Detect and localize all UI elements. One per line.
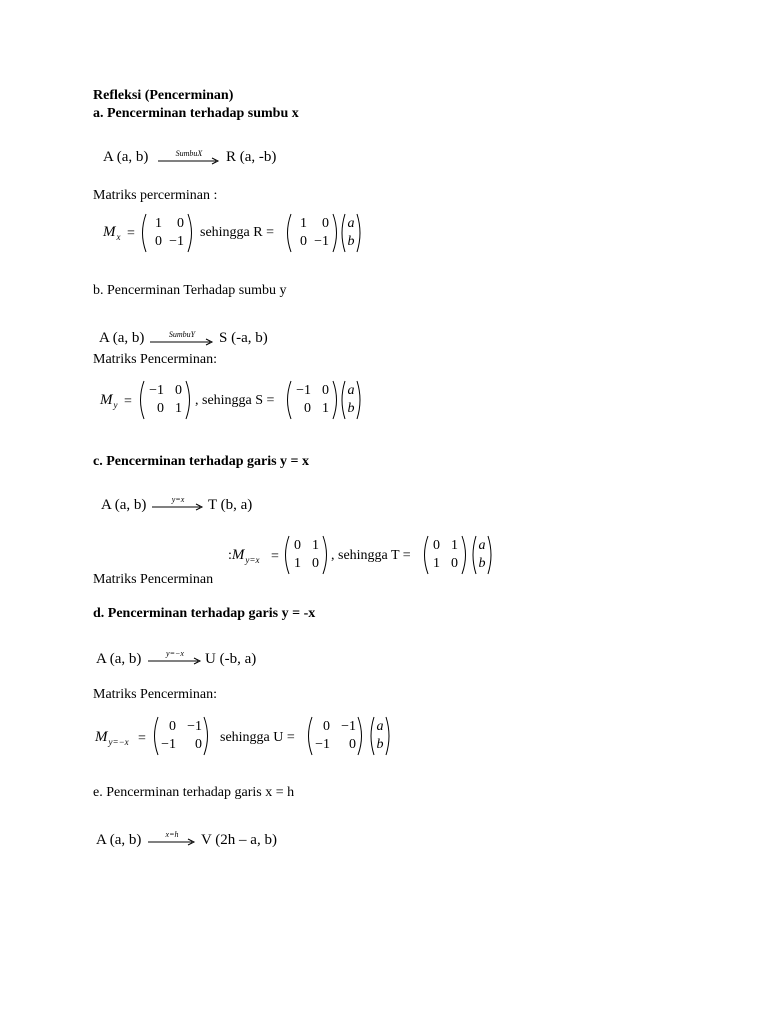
section-b-map-to: S (-a, b) xyxy=(219,330,268,346)
section-e-map-from: A (a, b) xyxy=(96,832,142,848)
section-d-matrix-caption: Matriks Pencerminan: xyxy=(93,687,218,702)
section-a-equals: = xyxy=(127,226,135,241)
section-e-arrow xyxy=(148,830,196,847)
section-b-equals: = xyxy=(124,394,132,409)
section-d-matrix: 0 −1 −1 0 xyxy=(150,716,212,756)
section-c-arrow xyxy=(152,495,204,512)
section-b-arrow-label: SumbuY xyxy=(168,330,196,339)
section-a-map-to: R (a, -b) xyxy=(226,149,277,165)
section-c-map-from: A (a, b) xyxy=(101,497,147,513)
section-b-matrix: −1 0 0 1 xyxy=(136,380,194,420)
section-a-connector: sehingga R = xyxy=(200,225,274,240)
section-d-heading: d. Pencerminan terhadap garis y = -x xyxy=(93,606,316,621)
section-b-matrix-caption: Matriks Pencerminan: xyxy=(93,352,218,367)
section-d-matrix-name: $M_{y=-x}$ xyxy=(95,729,129,747)
section-b-result-matrix: −1 0 0 1 xyxy=(283,380,341,420)
section-c-arrow-label: y=x xyxy=(171,495,185,504)
section-e-heading: e. Pencerminan terhadap garis x = h xyxy=(93,785,295,800)
section-a-matrix-name: $M_x$ xyxy=(103,224,121,242)
section-d-arrow-label: y=−x xyxy=(166,649,184,658)
section-b-heading: b. Pencerminan Terhadap sumbu y xyxy=(93,283,287,298)
section-b-map-from: A (a, b) xyxy=(99,330,145,346)
section-c-matrix-caption: Matriks Pencerminan xyxy=(93,572,214,587)
section-b-arrow xyxy=(150,330,214,347)
section-d-map-from: A (a, b) xyxy=(96,651,142,667)
section-d-result-matrix: 0 −1 −1 0 xyxy=(304,716,366,756)
section-a-vector: a b xyxy=(339,213,363,253)
section-b-connector: , sehingga S = xyxy=(195,393,275,408)
section-b-vector: a b xyxy=(339,380,363,420)
section-c-vector: a b xyxy=(470,535,494,575)
section-c-matrix-name: $:M_{y=x}$ xyxy=(228,547,260,565)
section-e-arrow-label: x=h xyxy=(165,830,179,839)
page-title: Refleksi (Pencerminan) xyxy=(93,88,234,103)
section-d-map-to: U (-b, a) xyxy=(205,651,257,667)
section-a-result-matrix: 1 0 0 −1 xyxy=(283,213,341,253)
section-d-equals: = xyxy=(138,731,146,746)
section-a-arrow xyxy=(158,149,220,166)
section-a-arrow-label: SumbuX xyxy=(175,149,203,158)
section-b-matrix-name: $M_y$ xyxy=(100,392,118,410)
section-c-connector: , sehingga T = xyxy=(331,548,411,563)
section-c-result-matrix: 0 1 1 0 xyxy=(420,535,470,575)
section-d-connector: sehingga U = xyxy=(220,730,295,745)
section-e-map-to: V (2h – a, b) xyxy=(201,832,277,848)
section-c-equals: = xyxy=(271,549,279,564)
section-a-matrix-caption: Matriks percerminan : xyxy=(93,188,218,203)
section-c-heading: c. Pencerminan terhadap garis y = x xyxy=(93,454,310,469)
section-d-arrow xyxy=(148,649,202,666)
section-a-heading: a. Pencerminan terhadap sumbu x xyxy=(93,106,299,121)
section-c-map-to: T (b, a) xyxy=(208,497,253,513)
section-a-map-from: A (a, b) xyxy=(103,149,149,165)
section-c-matrix: 0 1 1 0 xyxy=(281,535,331,575)
section-d-vector: a b xyxy=(368,716,392,756)
section-a-matrix: 1 0 0 −1 xyxy=(138,213,196,253)
